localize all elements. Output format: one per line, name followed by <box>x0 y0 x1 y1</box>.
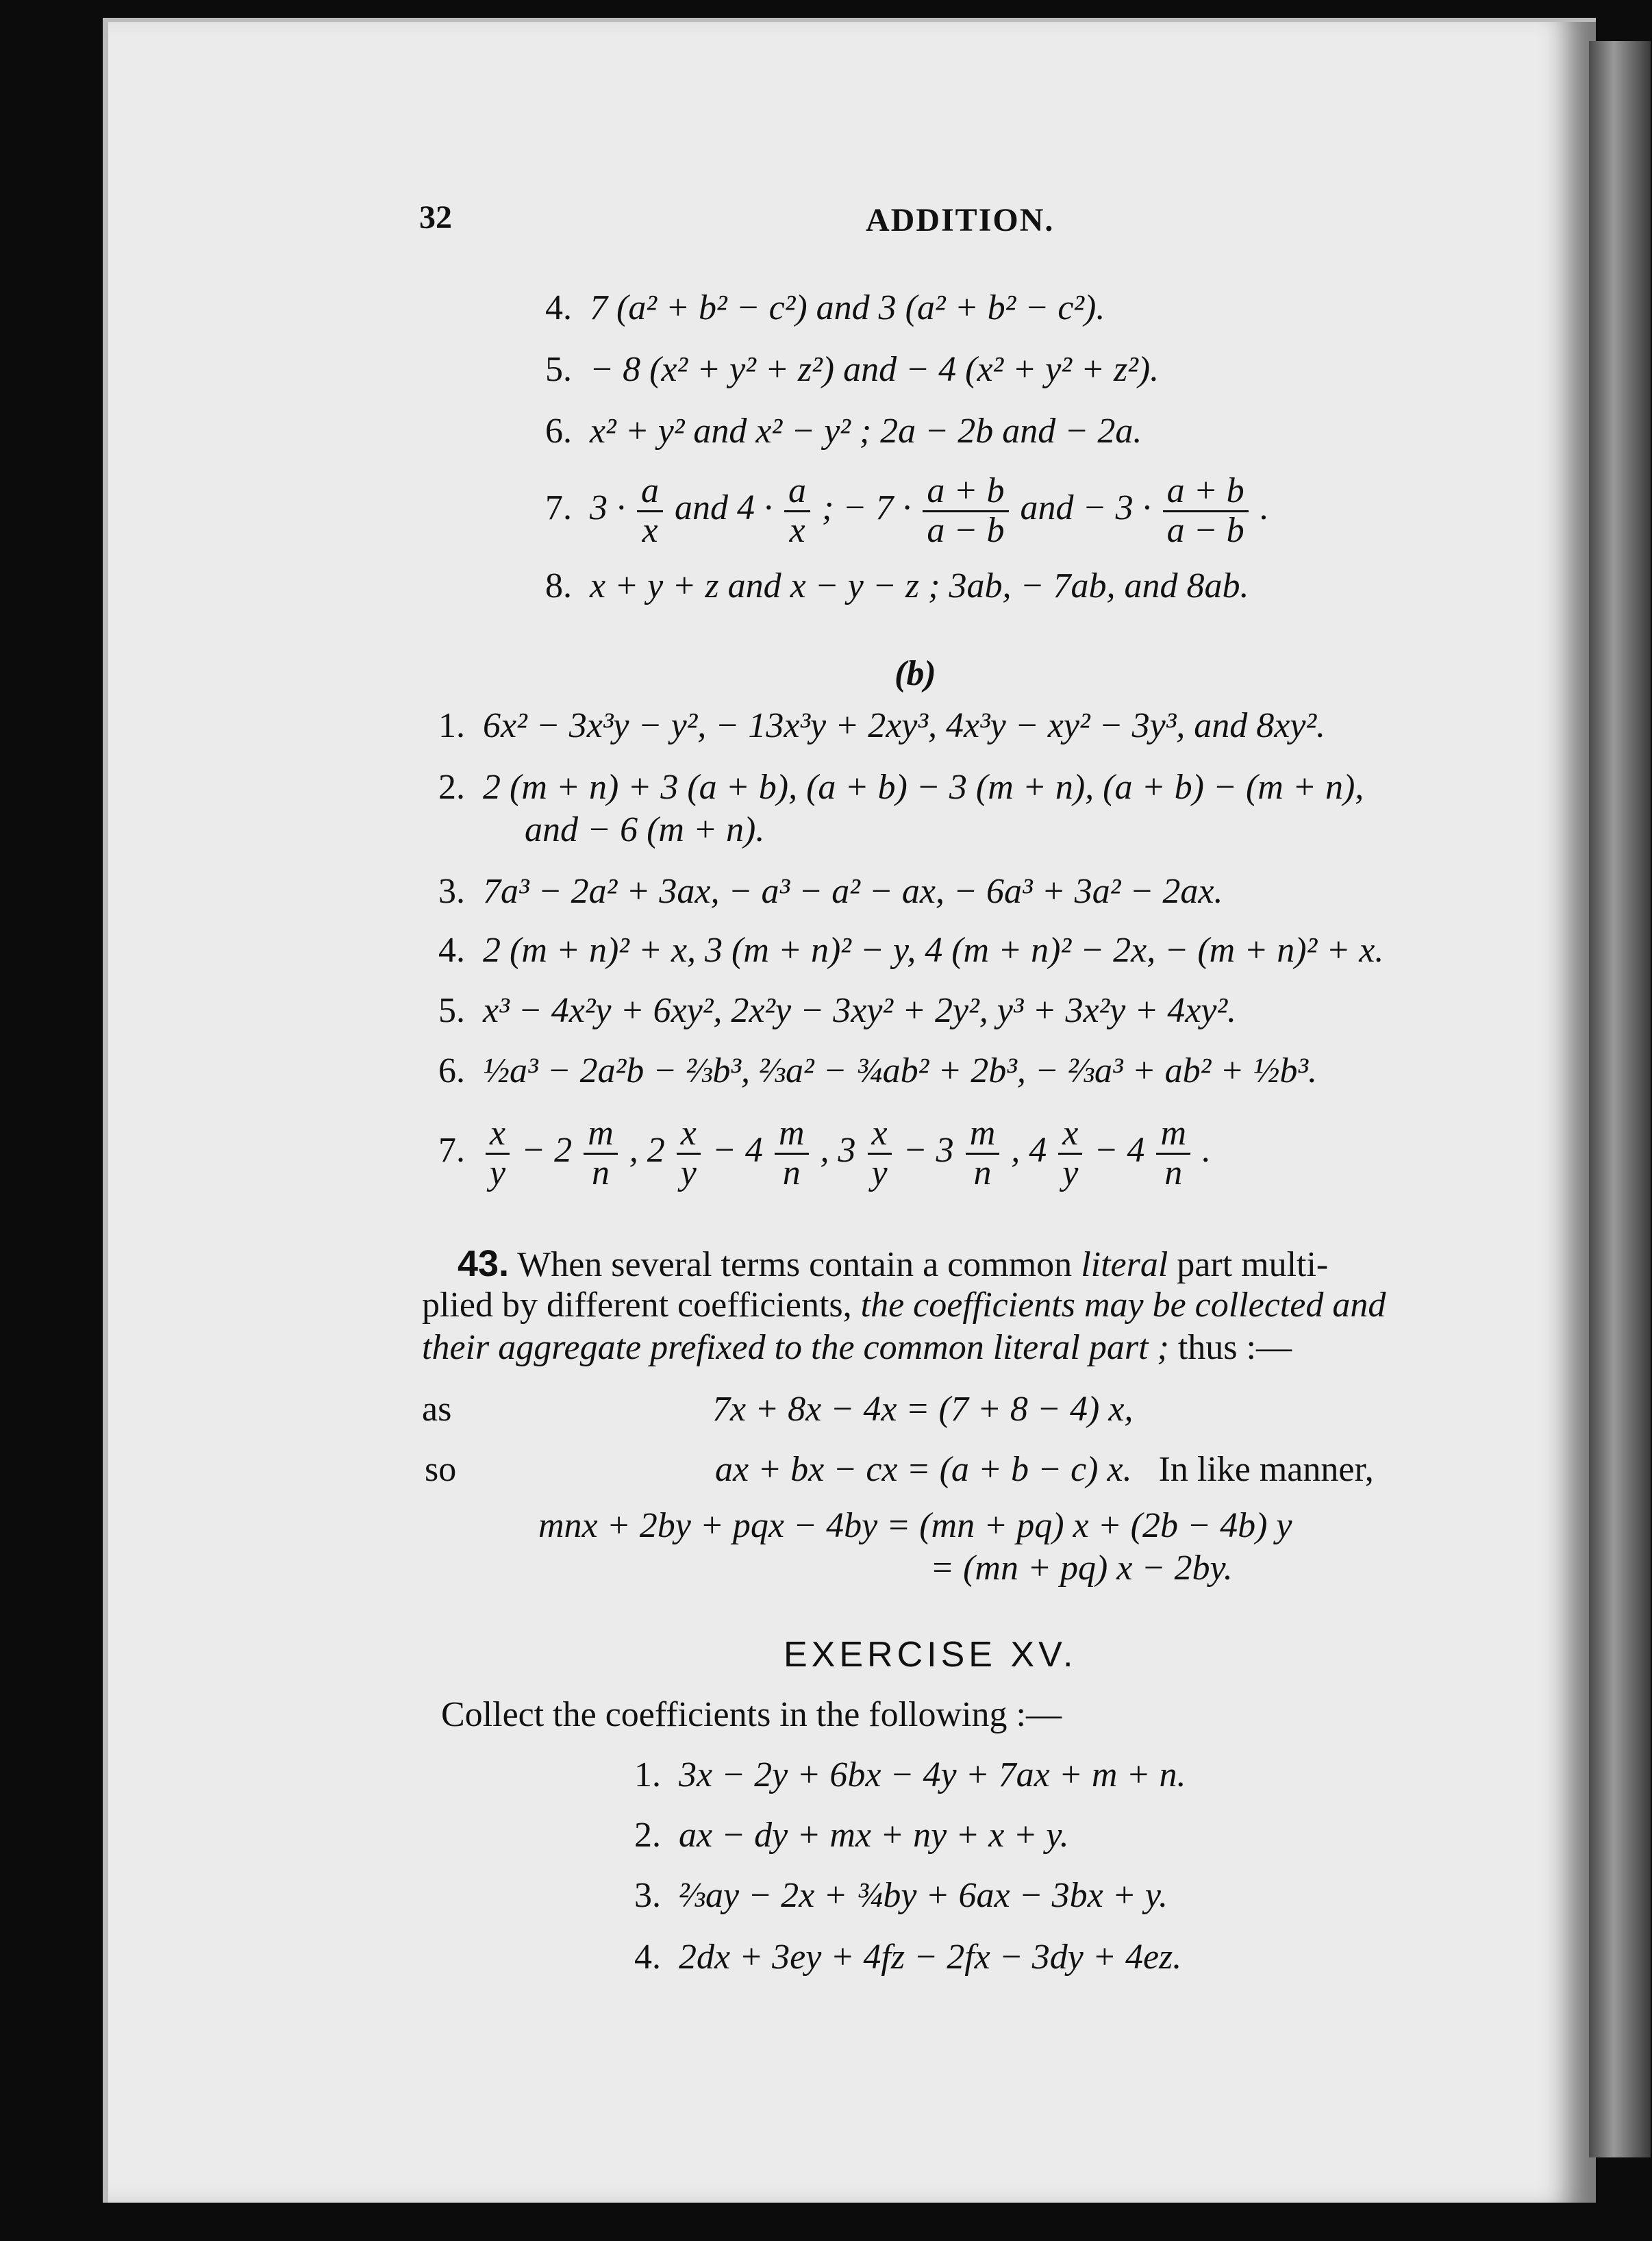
part-b-item-3: 3. 7a³ − 2a² + 3ax, − a³ − a² − ax, − 6a³ + 3a² − 2ax. <box>438 872 1223 911</box>
fraction: $\frac{m}{n}$ <box>584 1115 618 1192</box>
page-left-edge <box>103 18 108 2203</box>
exercise-item-1: 1. 3x − 2y + 6bx − 4y + 7ax + m + n. <box>634 1755 1186 1794</box>
fraction: $\frac{a + b}{a - b}$ <box>923 473 1008 549</box>
part-a-item-7: 7. 3 · $\frac{a}{x}$ and 4 · $\frac{a}{x}$ ; − 7 · $\frac{a + b}{a - b}$ and − 3 · $\frac{a + b}{a - b}$ . <box>545 471 1269 550</box>
part-b-item-2: 2. 2 (m + n) + 3 (a + b), (a + b) − 3 (m + n), (a + b) − (m + n), <box>438 768 1364 807</box>
page-top-edge <box>103 18 1596 22</box>
equation-4: = (mn + pq) x − 2by. <box>930 1549 1233 1588</box>
fraction: $\frac{x}{y}$ <box>677 1115 701 1192</box>
exercise-title: EXERCISE XV. <box>784 1635 1077 1675</box>
part-a-item-8: 8. x + y + z and x − y − z ; 3ab, − 7ab, and 8ab. <box>545 566 1249 605</box>
page-number: 32 <box>419 199 452 236</box>
fraction: $\frac{a}{x}$ <box>784 473 810 549</box>
section-43-line-2: plied by different coefficients, the coefficients may be collected and <box>422 1286 1386 1325</box>
fraction: $\frac{m}{n}$ <box>775 1115 809 1192</box>
running-title: ADDITION. <box>866 202 1055 238</box>
exercise-item-4: 4. 2dx + 3ey + 4fz − 2fx − 3dy + 4ez. <box>634 1938 1182 1977</box>
exercise-instruction: Collect the coefficients in the following :— <box>441 1695 1062 1734</box>
fraction: $\frac{x}{y}$ <box>868 1115 892 1192</box>
section-43-line-1: 43. When several terms contain a common literal part multi- <box>458 1243 1329 1284</box>
exercise-item-2: 2. ax − dy + mx + ny + x + y. <box>634 1816 1069 1855</box>
part-b-item-1: 1. 6x² − 3x³y − y², − 13x³y + 2xy³, 4x³y − xy² − 3y³, and 8xy². <box>438 706 1326 745</box>
part-b-item-2-continued: and − 6 (m + n). <box>525 810 765 849</box>
fraction: $\frac{a}{x}$ <box>637 473 663 549</box>
part-b-item-5: 5. x³ − 4x²y + 6xy², 2x²y − 3xy² + 2y², y³ + 3x²y + 4xy². <box>438 991 1237 1030</box>
part-b-item-4: 4. 2 (m + n)² + x, 3 (m + n)² − y, 4 (m + n)² − 2x, − (m + n)² + x. <box>438 931 1384 970</box>
fraction: $\frac{a + b}{a - b}$ <box>1163 473 1249 549</box>
fraction: $\frac{x}{y}$ <box>1058 1115 1082 1192</box>
so-label: so <box>425 1450 457 1489</box>
section-43-line-3: their aggregate prefixed to the common literal part ; thus :— <box>422 1328 1292 1367</box>
part-a-item-6: 6. x² + y² and x² − y² ; 2a − 2b and − 2a. <box>545 412 1142 451</box>
part-b-heading: (b) <box>894 654 936 693</box>
fraction: $\frac{x}{y}$ <box>486 1115 510 1192</box>
book-spine-shadow <box>1589 41 1651 2157</box>
fraction: $\frac{m}{n}$ <box>966 1115 1000 1192</box>
equation-3: mnx + 2by + pqx − 4by = (mn + pq) x + (2b − 4b) y <box>538 1506 1292 1545</box>
part-b-item-7: 7. $\frac{x}{y}$ − 2 $\frac{m}{n}$ , 2 $\frac{x}{y}$ − 4 $\frac{m}{n}$ , 3 $\frac{x}{y}$ − 3 $\frac{m}{n}$ , 4 $\frac{x}{y}$ − 4 $\frac{m}{n}$ . <box>438 1114 1211 1192</box>
part-a-item-4: 4. 7 (a² + b² − c²) and 3 (a² + b² − c²). <box>545 288 1105 327</box>
equation-2: ax + bx − cx = (a + b − c) x. In like manner, <box>715 1450 1374 1489</box>
part-a-item-5: 5. − 8 (x² + y² + z²) and − 4 (x² + y² + z²). <box>545 350 1160 389</box>
equation-1: 7x + 8x − 4x = (7 + 8 − 4) x, <box>712 1390 1134 1429</box>
as-label: as <box>422 1390 452 1429</box>
exercise-item-3: 3. ⅔ay − 2x + ¾by + 6ax − 3bx + y. <box>634 1876 1168 1915</box>
fraction: $\frac{m}{n}$ <box>1156 1115 1190 1192</box>
part-b-item-6: 6. ½a³ − 2a²b − ⅔b³, ⅔a² − ¾ab² + 2b³, − ⅔a³ + ab² + ½b³. <box>438 1051 1317 1090</box>
